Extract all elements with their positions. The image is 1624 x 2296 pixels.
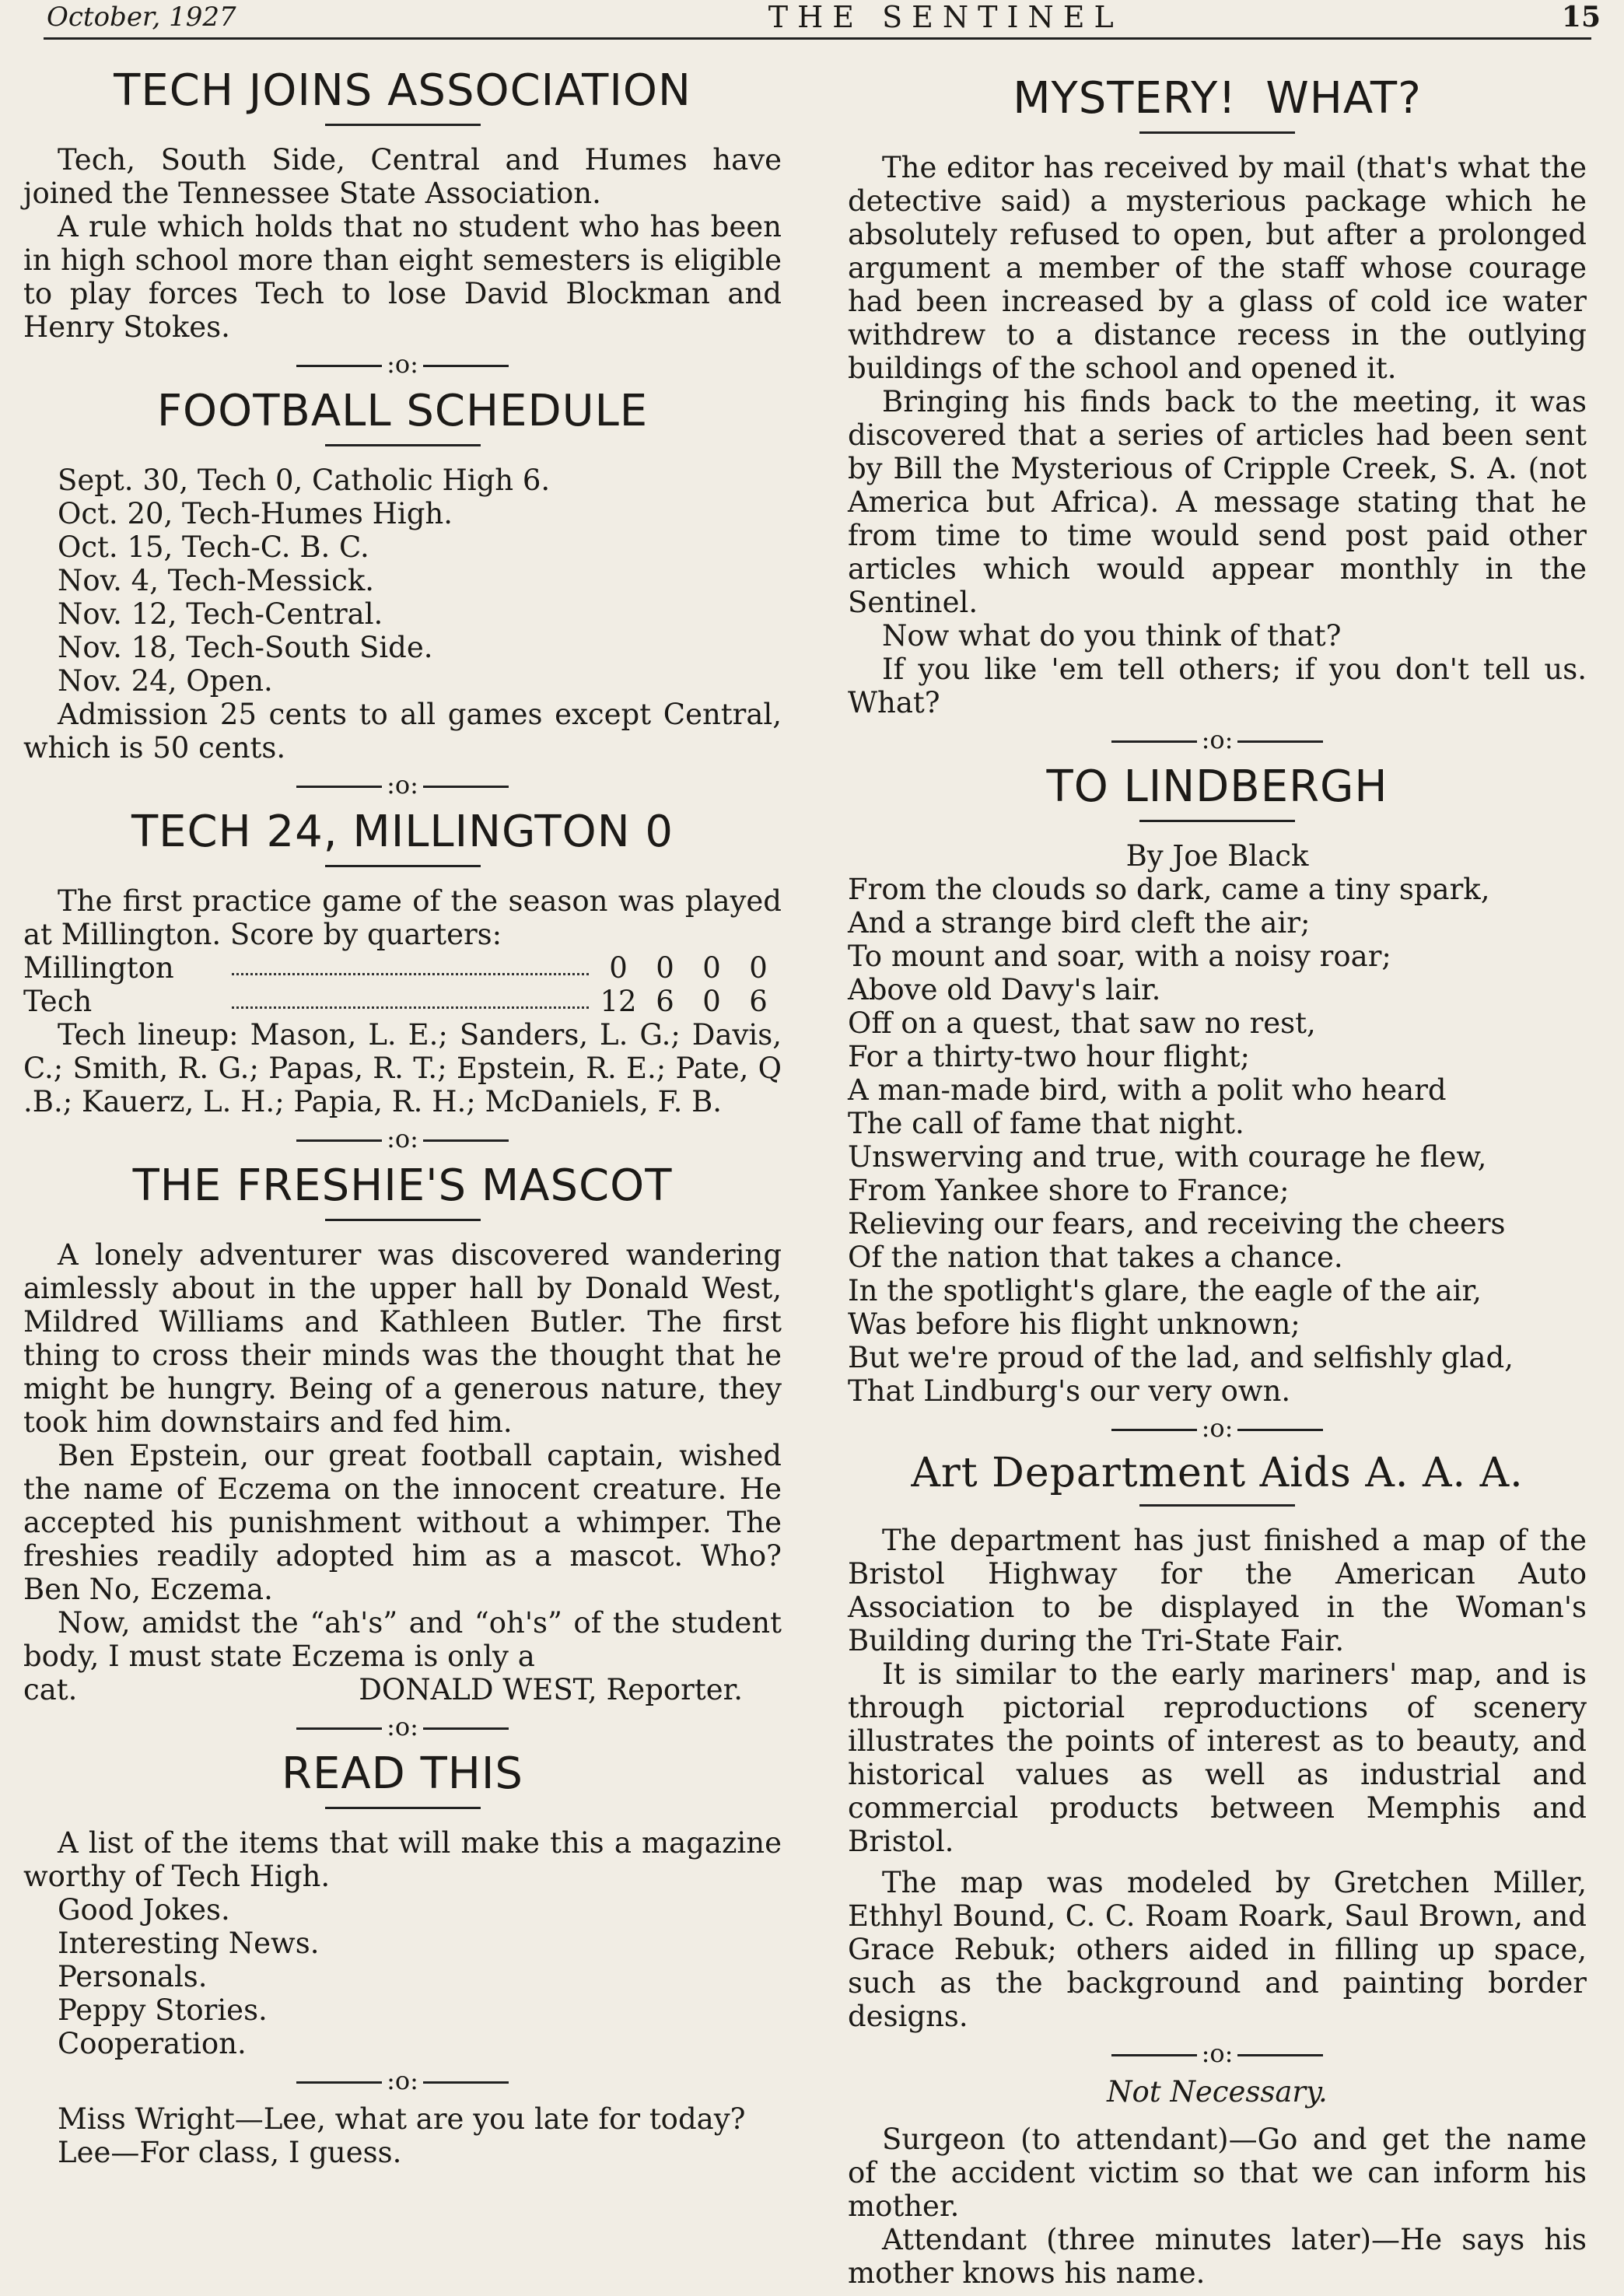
list-item: Good Jokes. — [58, 1893, 230, 1927]
section-separator: :o: — [23, 348, 782, 380]
issue-date: October, 1927 — [47, 2, 236, 33]
section-separator: :o: — [23, 2065, 782, 2096]
section-separator: :o: — [23, 1123, 782, 1154]
list-item: Interesting News. — [58, 1927, 320, 1960]
title-rule — [1139, 820, 1295, 822]
paragraph: Admission 25 cents to all games except Central, which is 50 cents. — [23, 698, 782, 765]
quarter-score: 6 — [749, 985, 768, 1018]
quarter-score: 0 — [609, 951, 628, 985]
poem-line: The call of fame that night. — [848, 1107, 1244, 1140]
section-separator: :o: — [23, 769, 782, 800]
poem-line: For a thirty-two hour flight; — [848, 1040, 1251, 1073]
poem-line: But we're proud of the lad, and selfishly glad, — [848, 1341, 1514, 1374]
article-title: TECH JOINS ASSOCIATION — [114, 65, 691, 116]
article-millington — [23, 807, 782, 1118]
title-rule — [325, 865, 481, 867]
joke-late — [23, 2102, 782, 2169]
paragraph: Tech, South Side, Central and Humes have joined the Tennessee State Association. — [23, 143, 782, 210]
paragraph: Ben Epstein, our great football captain, wished the name of Eczema on the innocent creature. He accepted his punishment without a whimper. The freshies readily adopted him as a mascot. Who? Ben No, Eczema. — [23, 1439, 782, 1606]
poem-line: Was before his flight unknown; — [848, 1307, 1300, 1341]
paragraph: Lee—For class, I guess. — [58, 2136, 402, 2169]
header-rule — [44, 37, 1591, 40]
poem-line: From Yankee shore to France; — [848, 1174, 1290, 1207]
dot-leader — [232, 951, 589, 975]
items-list — [23, 1893, 782, 2060]
poem-line: Unswerving and true, with courage he flew, — [848, 1140, 1487, 1174]
quarter-score: 0 — [702, 985, 721, 1018]
poem-line: Of the nation that takes a chance. — [848, 1241, 1343, 1274]
article-title: TECH 24, MILLINGTON 0 — [131, 807, 674, 857]
paragraph: It is similar to the early mariners' map, and is through pictorial reproductions of scenery illustrates the points of interest as to beauty, and historical values as well as industrial and commercial products between Memphis and Bristol. — [848, 1657, 1587, 1858]
article-football-schedule — [23, 386, 782, 765]
paragraph: The department has just finished a map of the Bristol Highway for the American Auto Association to be displayed in the Woman's Building during the Tri-State Fair. — [848, 1524, 1587, 1657]
article-title: THE FRESHIE'S MASCOT — [132, 1160, 673, 1211]
list-item: Oct. 15, Tech-C. B. C. — [58, 530, 369, 564]
score-row — [23, 951, 782, 985]
title-rule — [1139, 1504, 1295, 1507]
article-title: TO LINDBERGH — [1046, 761, 1388, 812]
poem-line: And a strange bird cleft the air; — [848, 906, 1311, 940]
poem-body — [848, 873, 1587, 1408]
article-title: READ THIS — [282, 1748, 523, 1799]
left-column — [23, 50, 813, 2290]
section-separator: :o: — [848, 724, 1587, 755]
list-item: Sept. 30, Tech 0, Catholic High 6. — [58, 464, 551, 497]
quarter-score: 0 — [749, 951, 768, 985]
list-item: Cooperation. — [58, 2027, 247, 2060]
paragraph: Surgeon (to attendant)—Go and get the name of the accident victim so that we can inform his mother. — [848, 2123, 1587, 2223]
team-name: Millington — [23, 951, 174, 985]
list-item: Nov. 18, Tech-South Side. — [58, 631, 433, 664]
list-item: Personals. — [58, 1960, 208, 1993]
title-rule — [325, 1807, 481, 1809]
poem-to-lindbergh — [848, 761, 1587, 1408]
article-title: MYSTERY! WHAT? — [1013, 73, 1422, 124]
article-title: FOOTBALL SCHEDULE — [156, 386, 649, 436]
title-rule — [1139, 131, 1295, 134]
section-separator: :o: — [848, 2038, 1587, 2069]
list-item: Nov. 24, Open. — [58, 664, 273, 698]
paragraph: Miss Wright—Lee, what are you late for today? — [58, 2102, 746, 2136]
dot-leader — [232, 985, 589, 1009]
paragraph: The editor has received by mail (that's what the detective said) a mysterious package which he absolutely refused to open, but after a prolonged argument a member of the staff whose courage had been increased by a glass of cold ice water withdrew to a distance recess in the outlying buildings of the school and opened it. — [848, 151, 1587, 385]
list-item: Oct. 20, Tech-Humes High. — [58, 497, 453, 530]
publication-title: THE SENTINEL — [768, 0, 1123, 34]
poem-byline: By Joe Black — [1125, 839, 1309, 873]
poem-line: Above old Davy's lair. — [848, 973, 1161, 1006]
paragraph: Now, amidst the “ah's” and “oh's” of the student body, I must state Eczema is only a — [23, 1606, 782, 1673]
list-item: Nov. 12, Tech-Central. — [58, 597, 383, 631]
poem-line: In the spotlight's glare, the eagle of the air, — [848, 1274, 1482, 1307]
paragraph: Attendant (three minutes later)—He says his mother knows his name. — [848, 2223, 1587, 2290]
page-number: 15 — [1561, 1, 1601, 33]
title-rule — [325, 1219, 481, 1221]
schedule-list — [23, 464, 782, 698]
paragraph: The map was modeled by Gretchen Miller, Ethhyl Bound, C. C. Roam Roark, Saul Brown, and Grace Rebuk; others aided in filling up space, such as the background and painting border designs. — [848, 1866, 1587, 2033]
poem-line: Relieving our fears, and receiving the cheers — [848, 1207, 1506, 1241]
reporter-byline: DONALD WEST, Reporter. — [359, 1673, 743, 1706]
paragraph: The first practice game of the season was played at Millington. Score by quarters: — [23, 884, 782, 951]
paragraph: A lonely adventurer was discovered wandering aimlessly about in the upper hall by Donald West, Mildred Williams and Kathleen Butler. The first thing to cross their minds was the thought that he might be hungry. Being of a generous nature, they took him downstairs and fed him. — [23, 1238, 782, 1439]
list-item: Nov. 4, Tech-Messick. — [58, 564, 374, 597]
article-tech-joins — [23, 65, 782, 344]
article-title: Art Department Aids A. A. A. — [911, 1450, 1524, 1496]
score-row — [23, 985, 782, 1018]
paragraph-end: cat. — [23, 1673, 78, 1706]
poem-line: Off on a quest, that saw no rest, — [848, 1006, 1316, 1040]
quarter-score: 6 — [656, 985, 674, 1018]
paragraph: Tech lineup: Mason, L. E.; Sanders, L. G.; Davis, C.; Smith, R. G.; Papas, R. T.; Epstein, R. E.; Pate, Q .B.; Kauerz, L. H.; Papia, R. H.; McDaniels, F. B. — [23, 1018, 782, 1118]
poem-line: That Lindburg's our very own. — [848, 1374, 1291, 1408]
paragraph: Now what do you think of that? — [882, 619, 1342, 653]
paragraph: A rule which holds that no student who has been in high school more than eight semesters is eligible to play forces Tech to lose David Blockman and Henry Stokes. — [23, 210, 782, 344]
joke-not-necessary — [848, 2075, 1587, 2290]
paragraph: If you like 'em tell others; if you don't tell us. What? — [848, 653, 1587, 719]
quarter-score: 0 — [656, 951, 674, 985]
title-rule — [325, 444, 481, 446]
quarter-score: 0 — [702, 951, 721, 985]
page-header — [47, 0, 1601, 34]
title-rule — [325, 124, 481, 126]
list-item: Peppy Stories. — [58, 1993, 268, 2027]
signoff-line — [23, 1673, 782, 1706]
article-art-department — [848, 1450, 1587, 2033]
paragraph: A list of the items that will make this a magazine worthy of Tech High. — [23, 1826, 782, 1893]
poem-line: A man-made bird, with a polit who heard — [848, 1073, 1447, 1107]
article-mystery — [848, 73, 1587, 719]
poem-line: To mount and soar, with a noisy roar; — [848, 940, 1391, 973]
section-separator: :o: — [848, 1412, 1587, 1444]
article-freshie-mascot — [23, 1160, 782, 1706]
paragraph: Bringing his finds back to the meeting, it was discovered that a series of articles had been sent by Bill the Mysterious of Cripple Creek, S. A. (not America but Africa). A message stating that he from time to time would send post paid other articles which would appear monthly in the Sentinel. — [848, 385, 1587, 619]
article-read-this — [23, 1748, 782, 2060]
poem-line: From the clouds so dark, came a tiny spark, — [848, 873, 1490, 906]
right-column — [813, 50, 1602, 2290]
team-name: Tech — [23, 985, 93, 1018]
joke-title: Not Necessary. — [1107, 2075, 1328, 2109]
columns — [23, 50, 1602, 2290]
quarter-score: 12 — [600, 985, 637, 1018]
section-separator: :o: — [23, 1711, 782, 1742]
